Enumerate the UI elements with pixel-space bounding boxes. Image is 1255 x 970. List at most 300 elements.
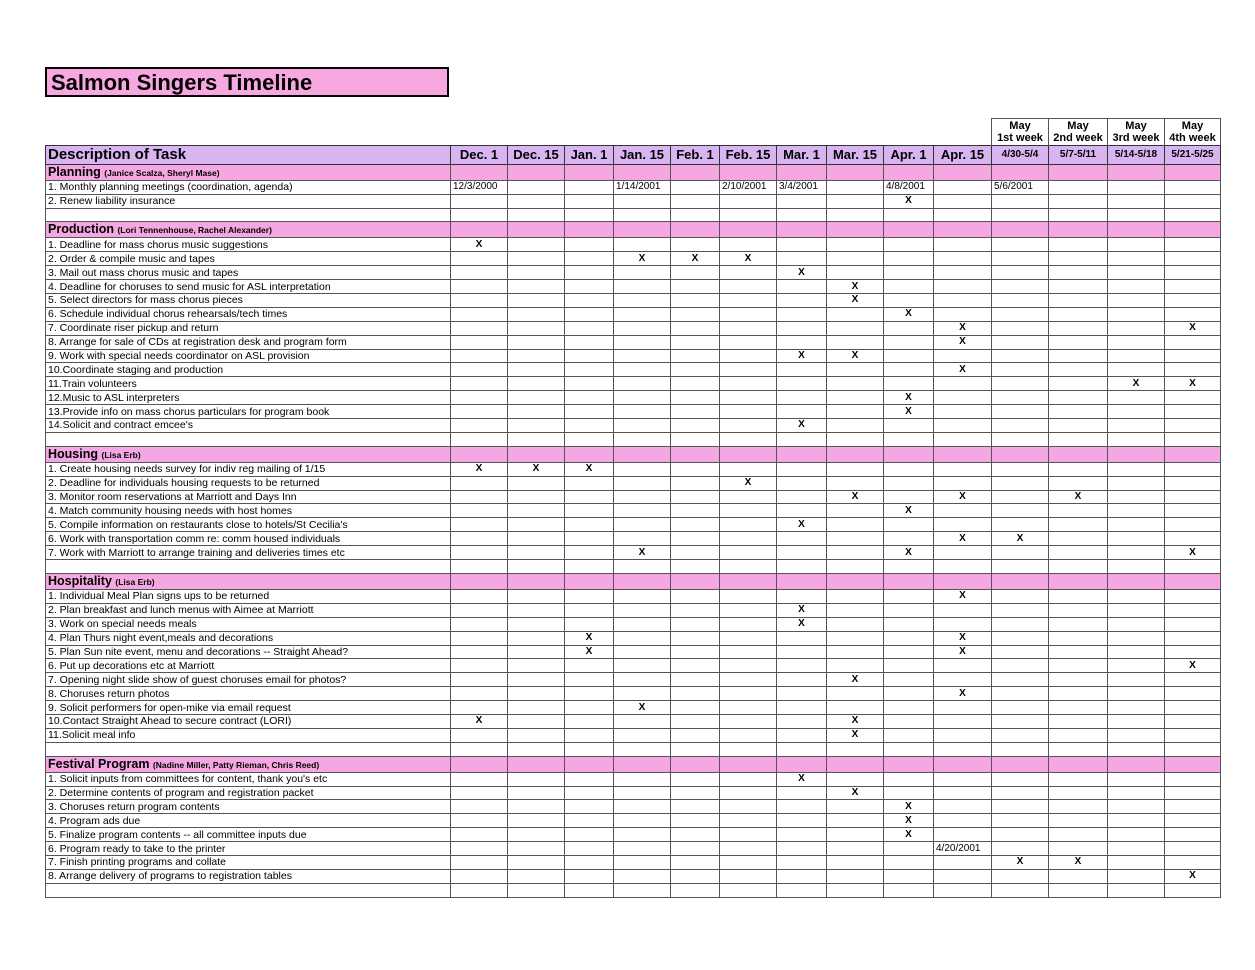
blank-cell <box>565 119 614 132</box>
blank-cell <box>934 132 992 145</box>
empty-cell <box>451 294 508 308</box>
empty-cell <box>671 194 720 208</box>
section-cell <box>1165 446 1221 462</box>
empty-cell <box>827 546 884 560</box>
task-description: 1. Individual Meal Plan signs ups to be returned <box>46 589 451 603</box>
task-date: 12/3/2000 <box>451 180 508 194</box>
empty-cell <box>827 363 884 377</box>
empty-cell <box>720 603 777 617</box>
empty-cell <box>777 208 827 222</box>
task-description: 3. Choruses return program contents <box>46 800 451 814</box>
empty-cell <box>827 603 884 617</box>
empty-cell <box>992 814 1049 828</box>
empty-cell <box>992 377 1049 391</box>
empty-cell <box>614 659 671 673</box>
task-row <box>46 180 1221 194</box>
empty-cell <box>827 842 884 856</box>
empty-cell <box>508 405 565 419</box>
empty-cell <box>720 208 777 222</box>
task-date: 4/8/2001 <box>884 180 934 194</box>
task-row <box>46 772 1221 786</box>
empty-cell <box>614 617 671 631</box>
empty-cell <box>671 546 720 560</box>
empty-cell <box>614 391 671 405</box>
empty-cell <box>1108 208 1165 222</box>
empty-cell <box>508 208 565 222</box>
empty-cell <box>614 842 671 856</box>
empty-cell <box>884 294 934 308</box>
empty-cell <box>777 476 827 490</box>
empty-cell <box>508 546 565 560</box>
task-mark: X <box>777 518 827 532</box>
empty-cell <box>1049 432 1108 446</box>
task-mark: X <box>934 589 992 603</box>
task-row <box>46 842 1221 856</box>
empty-cell <box>720 869 777 883</box>
empty-cell <box>720 814 777 828</box>
empty-cell <box>1165 476 1221 490</box>
task-mark: X <box>884 504 934 518</box>
empty-cell <box>614 307 671 321</box>
section-cell <box>992 164 1049 180</box>
empty-cell <box>1108 659 1165 673</box>
empty-cell <box>451 687 508 701</box>
task-mark: X <box>884 814 934 828</box>
empty-cell <box>992 842 1049 856</box>
empty-cell <box>451 869 508 883</box>
empty-cell <box>934 180 992 194</box>
empty-cell <box>614 742 671 756</box>
empty-cell <box>884 589 934 603</box>
empty-cell <box>992 714 1049 728</box>
empty-cell <box>1108 673 1165 687</box>
empty-cell <box>992 405 1049 419</box>
empty-cell <box>884 631 934 645</box>
empty-cell <box>671 714 720 728</box>
empty-cell <box>720 828 777 842</box>
empty-cell <box>565 377 614 391</box>
empty-cell <box>720 335 777 349</box>
empty-cell <box>720 546 777 560</box>
task-description: 14.Solicit and contract emcee's <box>46 419 451 433</box>
empty-cell <box>934 252 992 266</box>
empty-cell <box>614 349 671 363</box>
section-cell <box>1108 164 1165 180</box>
empty-cell <box>827 252 884 266</box>
task-description: 4. Plan Thurs night event,meals and decorations <box>46 631 451 645</box>
task-mark: X <box>827 714 884 728</box>
empty-cell <box>827 532 884 546</box>
section-cell <box>508 222 565 238</box>
task-row <box>46 589 1221 603</box>
blank-cell <box>827 132 884 145</box>
task-description: 10.Contact Straight Ahead to secure contract (LORI) <box>46 714 451 728</box>
empty-cell <box>992 742 1049 756</box>
empty-cell <box>565 432 614 446</box>
empty-cell <box>1108 266 1165 280</box>
section-cell <box>992 573 1049 589</box>
empty-cell <box>614 687 671 701</box>
empty-cell <box>451 828 508 842</box>
empty-cell <box>1165 589 1221 603</box>
empty-cell <box>671 419 720 433</box>
empty-cell <box>451 252 508 266</box>
empty-cell <box>671 742 720 756</box>
task-description: 4. Program ads due <box>46 814 451 828</box>
empty-cell <box>992 659 1049 673</box>
empty-cell <box>934 659 992 673</box>
empty-cell <box>451 701 508 715</box>
section-cell <box>614 573 671 589</box>
section-cell <box>827 164 884 180</box>
empty-cell <box>614 589 671 603</box>
section-cell <box>720 446 777 462</box>
empty-cell <box>827 800 884 814</box>
section-title <box>46 164 451 180</box>
task-mark: X <box>884 546 934 560</box>
empty-cell <box>451 855 508 869</box>
empty-cell <box>777 294 827 308</box>
empty-cell <box>508 659 565 673</box>
empty-cell <box>827 772 884 786</box>
empty-cell <box>451 335 508 349</box>
empty-cell <box>720 842 777 856</box>
empty-cell <box>565 589 614 603</box>
empty-cell <box>508 687 565 701</box>
empty-cell <box>451 800 508 814</box>
empty-cell <box>671 617 720 631</box>
section-cell <box>720 222 777 238</box>
empty-cell <box>720 855 777 869</box>
task-row <box>46 532 1221 546</box>
empty-cell <box>1108 532 1165 546</box>
section-header-row <box>46 222 1221 238</box>
empty-cell <box>614 432 671 446</box>
empty-cell <box>777 391 827 405</box>
empty-cell <box>1049 869 1108 883</box>
empty-cell <box>1108 490 1165 504</box>
empty-cell <box>1165 645 1221 659</box>
empty-cell <box>884 659 934 673</box>
empty-cell <box>1165 800 1221 814</box>
empty-cell <box>827 518 884 532</box>
task-description <box>46 432 451 446</box>
empty-cell <box>565 194 614 208</box>
empty-cell <box>1165 238 1221 252</box>
empty-cell <box>1049 419 1108 433</box>
empty-cell <box>508 645 565 659</box>
empty-cell <box>1049 645 1108 659</box>
empty-cell <box>884 714 934 728</box>
task-mark: X <box>508 462 565 476</box>
empty-cell <box>671 180 720 194</box>
section-cell <box>1165 573 1221 589</box>
date-column-header: Apr. 15 <box>934 145 992 164</box>
empty-cell <box>1165 828 1221 842</box>
section-cell <box>1165 222 1221 238</box>
empty-cell <box>614 335 671 349</box>
empty-cell <box>1049 546 1108 560</box>
empty-cell <box>671 645 720 659</box>
empty-cell <box>1049 208 1108 222</box>
task-mark: X <box>884 405 934 419</box>
empty-cell <box>884 462 934 476</box>
empty-cell <box>1165 855 1221 869</box>
empty-cell <box>565 335 614 349</box>
empty-cell <box>614 800 671 814</box>
section-cell <box>720 573 777 589</box>
empty-cell <box>934 786 992 800</box>
section-cell <box>614 222 671 238</box>
empty-cell <box>671 405 720 419</box>
empty-cell <box>565 504 614 518</box>
empty-cell <box>884 238 934 252</box>
empty-cell <box>508 307 565 321</box>
empty-cell <box>565 349 614 363</box>
section-cell <box>508 446 565 462</box>
task-mark: X <box>934 363 992 377</box>
empty-cell <box>451 532 508 546</box>
task-description: 7. Finish printing programs and collate <box>46 855 451 869</box>
section-cell <box>992 446 1049 462</box>
empty-cell <box>777 855 827 869</box>
empty-cell <box>614 294 671 308</box>
empty-cell <box>508 603 565 617</box>
empty-cell <box>884 321 934 335</box>
empty-cell <box>671 560 720 574</box>
empty-cell <box>1165 280 1221 294</box>
task-mark: X <box>827 490 884 504</box>
column-header-row <box>46 145 1221 164</box>
empty-cell <box>720 617 777 631</box>
empty-cell <box>614 673 671 687</box>
empty-cell <box>992 252 1049 266</box>
empty-cell <box>1108 786 1165 800</box>
empty-cell <box>614 462 671 476</box>
task-row <box>46 687 1221 701</box>
empty-cell <box>1108 869 1165 883</box>
empty-cell <box>671 842 720 856</box>
empty-cell <box>1049 589 1108 603</box>
empty-cell <box>1108 603 1165 617</box>
task-row <box>46 518 1221 532</box>
empty-cell <box>1165 842 1221 856</box>
empty-cell <box>565 701 614 715</box>
empty-cell <box>720 687 777 701</box>
empty-cell <box>508 869 565 883</box>
empty-cell <box>934 208 992 222</box>
may-week-label: 1st week <box>992 132 1049 145</box>
section-header-row <box>46 573 1221 589</box>
blank-cell <box>934 119 992 132</box>
empty-cell <box>1165 391 1221 405</box>
empty-cell <box>777 659 827 673</box>
task-mark: X <box>1165 321 1221 335</box>
section-cell <box>777 573 827 589</box>
empty-cell <box>992 208 1049 222</box>
empty-cell <box>884 786 934 800</box>
task-row <box>46 490 1221 504</box>
empty-cell <box>1165 405 1221 419</box>
empty-cell <box>565 603 614 617</box>
empty-cell <box>1165 687 1221 701</box>
task-mark: X <box>884 391 934 405</box>
empty-cell <box>992 518 1049 532</box>
empty-cell <box>508 504 565 518</box>
empty-cell <box>827 377 884 391</box>
empty-cell <box>451 194 508 208</box>
empty-cell <box>720 714 777 728</box>
empty-cell <box>1049 714 1108 728</box>
empty-cell <box>565 266 614 280</box>
empty-cell <box>1108 828 1165 842</box>
empty-cell <box>992 617 1049 631</box>
empty-cell <box>508 617 565 631</box>
task-mark: X <box>934 321 992 335</box>
empty-cell <box>1165 673 1221 687</box>
empty-cell <box>671 883 720 897</box>
empty-cell <box>508 252 565 266</box>
task-description: 11.Solicit meal info <box>46 728 451 742</box>
may-week-label: May <box>1049 119 1108 132</box>
empty-cell <box>827 419 884 433</box>
task-description: 12.Music to ASL interpreters <box>46 391 451 405</box>
empty-cell <box>1108 419 1165 433</box>
section-cell <box>565 222 614 238</box>
empty-cell <box>720 742 777 756</box>
empty-cell <box>671 504 720 518</box>
empty-cell <box>720 266 777 280</box>
task-mark: X <box>1049 855 1108 869</box>
empty-cell <box>934 307 992 321</box>
page-title: Salmon Singers Timeline <box>45 67 449 97</box>
section-cell <box>827 573 884 589</box>
section-cell <box>777 164 827 180</box>
blank-cell <box>884 132 934 145</box>
task-row <box>46 208 1221 222</box>
empty-cell <box>508 786 565 800</box>
empty-cell <box>1049 194 1108 208</box>
empty-cell <box>451 419 508 433</box>
blank-cell <box>720 119 777 132</box>
task-row <box>46 405 1221 419</box>
empty-cell <box>884 518 934 532</box>
empty-cell <box>671 280 720 294</box>
date-column-header: Mar. 1 <box>777 145 827 164</box>
empty-cell <box>884 742 934 756</box>
empty-cell <box>1049 673 1108 687</box>
empty-cell <box>884 432 934 446</box>
empty-cell <box>720 659 777 673</box>
section-cell <box>934 446 992 462</box>
empty-cell <box>1165 194 1221 208</box>
empty-cell <box>671 603 720 617</box>
empty-cell <box>1108 335 1165 349</box>
task-date: 1/14/2001 <box>614 180 671 194</box>
empty-cell <box>565 518 614 532</box>
empty-cell <box>827 828 884 842</box>
section-cell <box>671 446 720 462</box>
task-description: 7. Coordinate riser pickup and return <box>46 321 451 335</box>
task-mark: X <box>934 532 992 546</box>
task-row <box>46 419 1221 433</box>
empty-cell <box>827 208 884 222</box>
date-column-header: Feb. 15 <box>720 145 777 164</box>
empty-cell <box>934 855 992 869</box>
empty-cell <box>934 800 992 814</box>
section-cell <box>1049 446 1108 462</box>
section-cell <box>934 222 992 238</box>
empty-cell <box>884 532 934 546</box>
empty-cell <box>1165 772 1221 786</box>
empty-cell <box>614 266 671 280</box>
task-mark: X <box>1165 546 1221 560</box>
empty-cell <box>1108 280 1165 294</box>
empty-cell <box>508 800 565 814</box>
task-row <box>46 883 1221 897</box>
empty-cell <box>451 405 508 419</box>
empty-cell <box>1165 786 1221 800</box>
task-row <box>46 391 1221 405</box>
empty-cell <box>777 532 827 546</box>
empty-cell <box>565 180 614 194</box>
empty-cell <box>451 659 508 673</box>
task-mark: X <box>827 728 884 742</box>
section-cell <box>508 164 565 180</box>
blank-cell <box>671 119 720 132</box>
empty-cell <box>1108 617 1165 631</box>
empty-cell <box>720 432 777 446</box>
empty-cell <box>720 462 777 476</box>
task-description: 4. Match community housing needs with host homes <box>46 504 451 518</box>
empty-cell <box>777 194 827 208</box>
empty-cell <box>451 377 508 391</box>
section-cell <box>508 573 565 589</box>
empty-cell <box>508 728 565 742</box>
empty-cell <box>1049 405 1108 419</box>
section-cell <box>451 573 508 589</box>
empty-cell <box>1049 617 1108 631</box>
empty-cell <box>565 405 614 419</box>
empty-cell <box>614 321 671 335</box>
empty-cell <box>508 391 565 405</box>
section-title <box>46 573 451 589</box>
empty-cell <box>508 335 565 349</box>
empty-cell <box>720 294 777 308</box>
empty-cell <box>451 589 508 603</box>
task-mark: X <box>827 786 884 800</box>
empty-cell <box>884 363 934 377</box>
empty-cell <box>1049 701 1108 715</box>
empty-cell <box>1108 742 1165 756</box>
task-description: 2. Deadline for individuals housing requests to be returned <box>46 476 451 490</box>
empty-cell <box>884 377 934 391</box>
empty-cell <box>884 252 934 266</box>
empty-cell <box>992 363 1049 377</box>
empty-cell <box>1108 855 1165 869</box>
task-description: 5. Select directors for mass chorus pieces <box>46 294 451 308</box>
empty-cell <box>1165 432 1221 446</box>
empty-cell <box>1165 180 1221 194</box>
empty-cell <box>720 419 777 433</box>
empty-cell <box>827 855 884 869</box>
date-column-header: Apr. 1 <box>884 145 934 164</box>
empty-cell <box>614 603 671 617</box>
empty-cell <box>777 560 827 574</box>
task-description: 8. Arrange delivery of programs to registration tables <box>46 869 451 883</box>
empty-cell <box>934 714 992 728</box>
empty-cell <box>1049 377 1108 391</box>
